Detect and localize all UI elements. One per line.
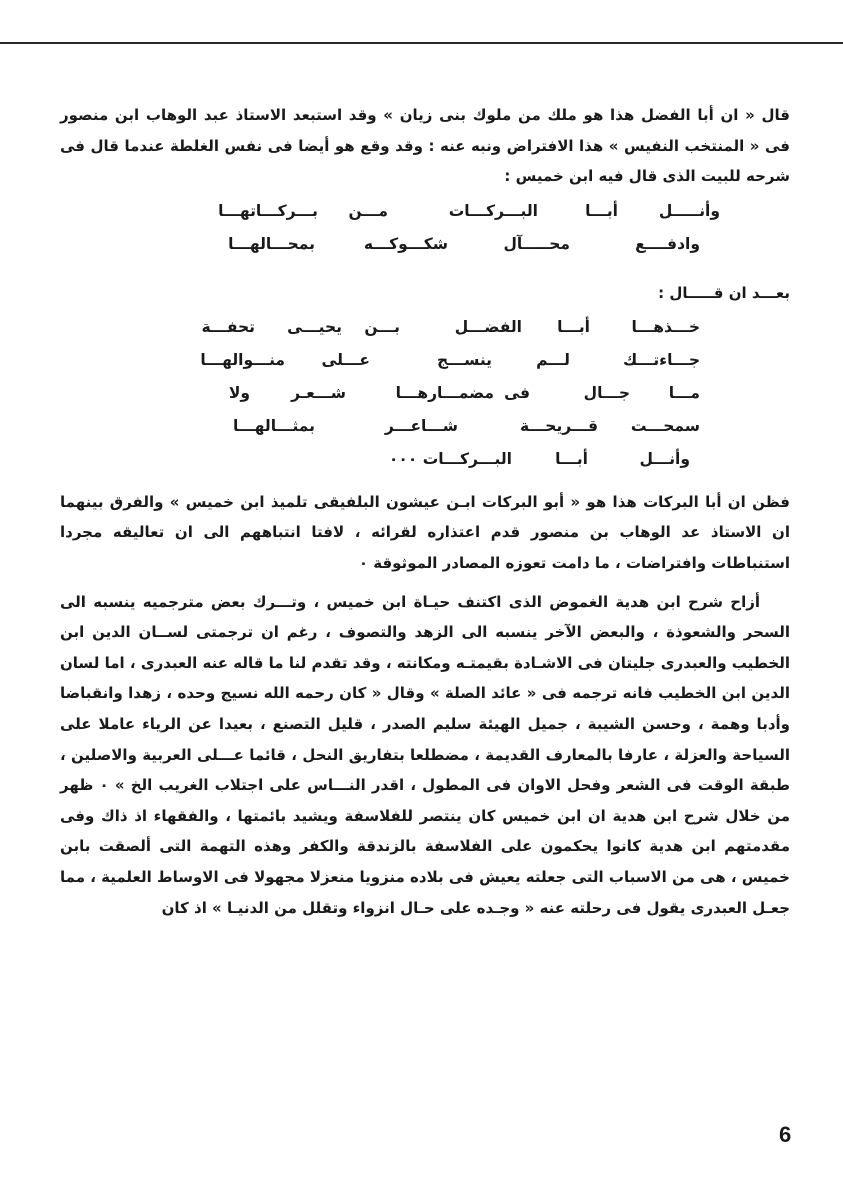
verse-word: منـــوالهـــا: [200, 350, 285, 369]
paragraph-3: أزاح شرح ابن هدية الغموض الذى اكتنف حيـاة ابن خميس ، وتـــرك بعض مترجميه ينسبه الى السحر والشعوذة ، والبعض الآخر ينسبه الى الزهد والتصوف ، رغم ان ترجمتى لســان الدين ابن الخطيب والعبدرى جليتان فى الاشـادة بقيمتـه ومكانته ، وقد تقدم لنا ما قاله عنه العبدرى ، اما لسان الدين ابن الخطيب فانه ترجمه فى « عائد الصلة » وقال « كان رحمه الله نسيج وحده ، زهدا وانقباضا وأدبا وهمة ، وحسن الشيبة ، جميل الهيئة سليم الصدر ، قليل التصنع ، بعيدا عن الرياء عاملا على السياحة والعزلة ، عارفا بالمعارف القديمة ، مضطلعا بتفاريق النحل ، قائما عـــلى العربية والاصلين ، طبقة الوقت فى الشعر وفحل الاوان فى المطول ، اقدر النـــاس على اجتلاب الغريب الخ » ٠ ظهر من خلال شرح ابن هدية ان ابن خميس كان ينتصر للفلاسفة ويشيد بائمتها ، والفقهاء اذ ذاك وفى مقدمتهم ابن هدية كانوا يحكمون على الفلاسفة بالزندقة والكفر وهذه التهمة التى ألصقت بابن خميس ، هى من الاسباب التى جعلته يعيش فى بلاده منزويا منعزلا مجهولا فى الاوساط العلمية ، مما جعـل العبدرى يقول فى رحلته عنه « وجـده على حـال انزواء وتقلل من الدنيـا » اذ كان: [60, 592, 790, 917]
verse-word: جـــاءتـــك: [623, 350, 700, 369]
verse-word: سمحـــت: [630, 416, 700, 435]
verse-word: خـــذهـــا: [631, 317, 700, 336]
page-body: [60, 100, 790, 923]
verse-word: وأنـــــل: [658, 201, 720, 220]
verse-line: [60, 314, 790, 347]
verse-line: [60, 413, 790, 446]
paragraph-1: قال « ان أبا الفضل هذا هو ملك من ملوك بنى زيان » وقد استبعد الاستاذ عبد الوهاب ابن منصور فى « المنتخب النفيس » هذا الافتراض ونبه عنه : وقد وقع هو أيضا فى نفس الغلطة عندما قال فى شرحه للبيت الذى قال فيه ابن خميس :: [60, 106, 790, 186]
verse-word: البـــركـــات: [448, 201, 538, 220]
verse-word: قـــريحـــة: [520, 416, 598, 435]
verse-word: شـــعـر: [291, 383, 346, 402]
header-rule: [0, 42, 843, 44]
verse-word: محـــــآل: [503, 234, 570, 253]
verse-block-2: [60, 314, 790, 479]
verse-word: بمحـــالهـــا: [228, 234, 315, 253]
verse-block-1: [60, 198, 790, 264]
verse-line: [60, 380, 790, 413]
verse-word: أبـــا: [555, 449, 588, 468]
verse-line: [60, 446, 790, 479]
verse-word: فى: [504, 383, 530, 402]
verse-word: عـــلى: [321, 350, 370, 369]
verse-word: بـــن: [364, 317, 400, 336]
verse-word: وأنـــل: [639, 449, 690, 468]
verse-word: مـــا: [668, 383, 700, 402]
verse-word: تحفـــة: [201, 317, 255, 336]
verse-word: شـــاعـــر: [384, 416, 458, 435]
verse-word: شكـــوكـــه: [363, 234, 448, 253]
verse-line: [60, 198, 790, 231]
verse-word: مـــن: [348, 201, 388, 220]
verse-word: وادفــــع: [635, 234, 700, 253]
verse-line: [60, 231, 790, 264]
verse-word: أبـــا: [557, 317, 590, 336]
verse-word: ينســـج: [437, 350, 492, 369]
verse-word: البـــركـــات ٠٠٠: [388, 449, 512, 468]
section-label: بعـــد ان قـــــال :: [658, 283, 790, 302]
verse-line: [60, 347, 790, 380]
verse-word: بـــركـــاتهـــا: [218, 201, 318, 220]
page-number: 6: [779, 1122, 792, 1147]
verse-word: بمثـــالهـــا: [232, 416, 315, 435]
verse-word: يحيـــى: [287, 317, 342, 336]
verse-word: ولا: [228, 383, 250, 402]
paragraph-2: فظن ان أبا البركات هذا هو « أبو البركات ابـن عيشون البلفيقى تلميذ ابن خميس » والفرق بينهما ان الاستاذ عد الوهاب بن منصور قدم اعتذاره لقرائه ، لافتا انتباههم الى ان تعاليقه مجردا استنباطات وافتراضات ، ما دامت تعوزه المصادر الموثوقة ٠: [60, 492, 790, 572]
verse-word: لـــم: [536, 350, 570, 369]
verse-word: مضمـــارهـــا: [395, 383, 494, 402]
verse-word: أبـــا: [585, 201, 618, 220]
verse-word: جـــال: [583, 383, 630, 402]
verse-word: الفضـــل: [454, 317, 522, 336]
